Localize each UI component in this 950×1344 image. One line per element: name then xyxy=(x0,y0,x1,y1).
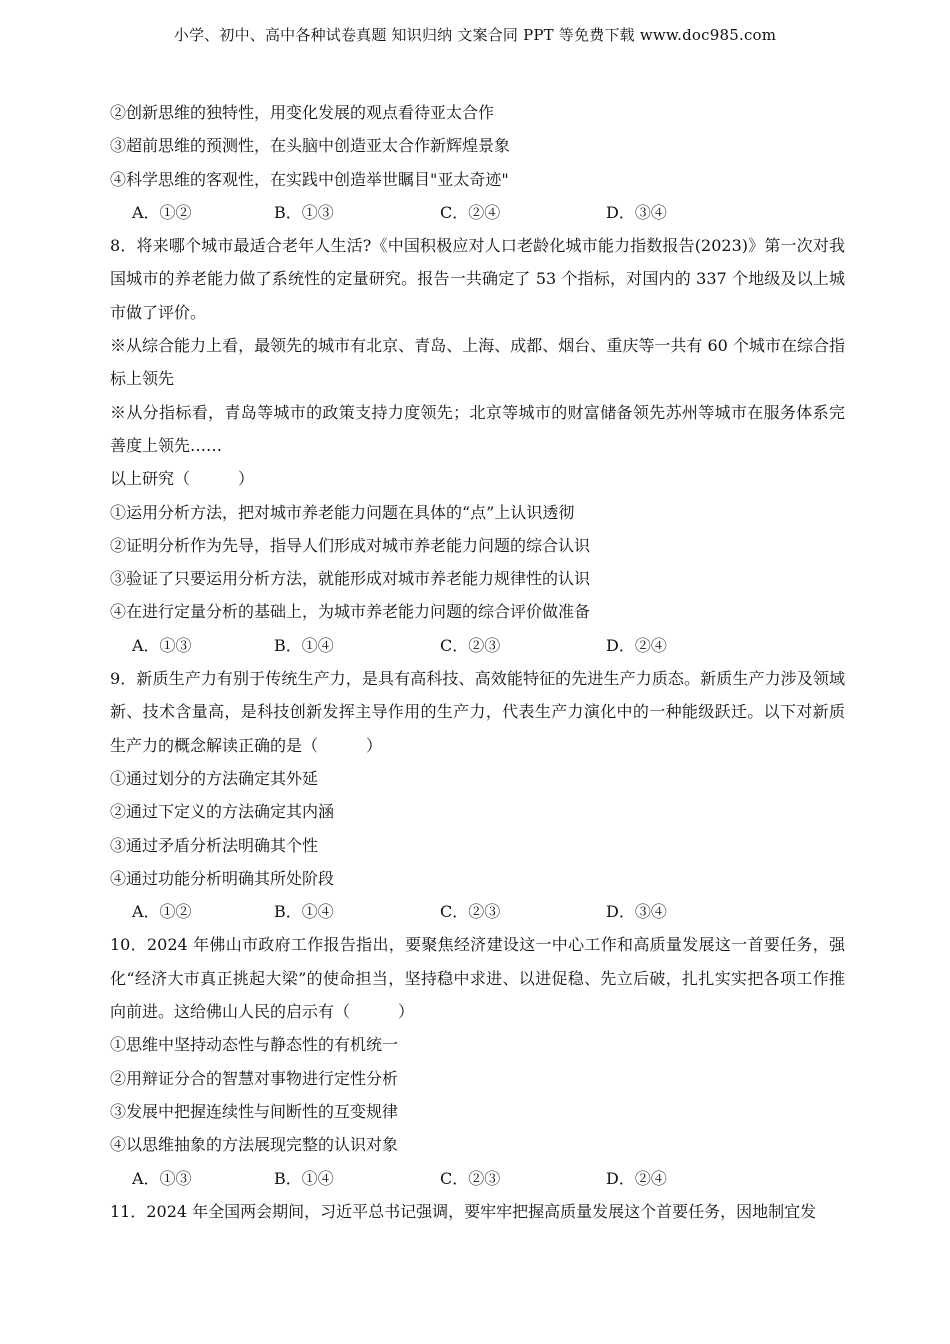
q7-choice-d: D．③④ xyxy=(606,202,667,222)
q9-choice-d: D．③④ xyxy=(606,902,667,922)
q8-prompt: 以上研究（ ） xyxy=(110,469,255,489)
q9-option-3: ③通过矛盾分析法明确其个性 xyxy=(110,835,319,855)
q10-option-1: ①思维中坚持动态性与静态性的有机统一 xyxy=(110,1035,399,1055)
q10-option-4: ④以思维抽象的方法展现完整的认识对象 xyxy=(110,1135,399,1155)
q8-choice-b: B．①④ xyxy=(274,635,334,655)
q7-choice-b: B．①③ xyxy=(274,202,334,222)
q7-choice-c: C．②④ xyxy=(440,202,501,222)
q10-option-2: ②用辩证分合的智慧对事物进行定性分析 xyxy=(110,1068,399,1088)
q9-choice-a: A．①② xyxy=(132,902,192,922)
q8-option-4: ④在进行定量分析的基础上，为城市养老能力问题的综合评价做准备 xyxy=(110,602,591,622)
q10-choice-c: C．②③ xyxy=(440,1168,501,1188)
q9-stem: 9．新质生产力有别于传统生产力，是具有高科技、高效能特征的先进生产力质态。新质生产力涉及领域新、技术含量高，是科技创新发挥主导作用的生产力，代表生产力演化中的一种能级跃迁。以下对新质生产力的概念解读正确的是（ ） xyxy=(110,669,845,755)
q10-stem: 10．2024 年佛山市政府工作报告指出，要聚焦经济建设这一中心工作和高质量发展这一首要任务，强化“经济大市真正挑起大梁”的使命担当，坚持稳中求进、以进促稳、先立后破，扎扎实实把各项工作推向前进。这给佛山人民的启示有（ ） xyxy=(110,935,845,1022)
q8-choice-a: A．①③ xyxy=(132,635,192,655)
page-header: 小学、初中、高中各种试卷真题 知识归纳 文案合同 PPT 等免费下载 www.doc985.com xyxy=(173,26,777,44)
q9-option-2: ②通过下定义的方法确定其内涵 xyxy=(110,802,335,822)
q11-stem: 11．2024 年全国两会期间，习近平总书记强调，要牢牢把握高质量发展这个首要任务，因地制宜发 xyxy=(110,1201,817,1221)
q8-choice-c: C．②③ xyxy=(440,635,501,655)
q8-note-1: ※从综合能力上看，最领先的城市有北京、青岛、上海、成都、烟台、重庆等一共有 60 个城市在综合指标上领先 xyxy=(110,336,845,389)
q9-option-4: ④通过功能分析明确其所处阶段 xyxy=(110,868,335,888)
q7-option-2: ②创新思维的独特性，用变化发展的观点看待亚太合作 xyxy=(110,103,495,122)
q10-choice-a: A．①③ xyxy=(132,1168,192,1188)
q8-choice-d: D．②④ xyxy=(606,635,667,655)
q9-choices xyxy=(110,895,845,928)
q8-note-2: ※从分指标看，青岛等城市的政策支持力度领先；北京等城市的财富储备领先苏州等城市在服务体系完善度上领先…… xyxy=(110,402,845,455)
q8-option-2: ②证明分析作为先导，指导人们形成对城市养老能力问题的综合认识 xyxy=(110,535,591,555)
q7-choice-a: A．①② xyxy=(132,202,192,222)
q8-option-1: ①运用分析方法，把对城市养老能力问题在具体的“点”上认识透彻 xyxy=(110,502,575,522)
q10-option-3: ③发展中把握连续性与间断性的互变规律 xyxy=(110,1101,399,1121)
q8-stem: 8．将来哪个城市最适合老年人生活?《中国积极应对人口老龄化城市能力指数报告(2023)》第一次对我国城市的养老能力做了系统性的定量研究。报告一共确定了 53 个指标，对国内的 337 个地级及以上城市做了评价。 xyxy=(110,236,845,322)
q9-choice-b: B．①④ xyxy=(274,902,334,922)
document-body xyxy=(110,96,845,1228)
q10-choice-d: D．②④ xyxy=(606,1168,667,1188)
q7-option-4: ④科学思维的客观性，在实践中创造举世瞩目"亚太奇迹" xyxy=(110,169,509,189)
q7-choices xyxy=(110,196,845,229)
q10-choice-b: B．①④ xyxy=(274,1168,334,1188)
q9-choice-c: C．②③ xyxy=(440,902,501,922)
q8-option-3: ③验证了只要运用分析方法，就能形成对城市养老能力规律性的认识 xyxy=(110,569,591,589)
q9-option-1: ①通过划分的方法确定其外延 xyxy=(110,768,319,788)
q10-choices xyxy=(110,1162,845,1195)
q8-choices xyxy=(110,629,845,662)
q7-option-3: ③超前思维的预测性，在头脑中创造亚太合作新辉煌景象 xyxy=(110,136,511,156)
